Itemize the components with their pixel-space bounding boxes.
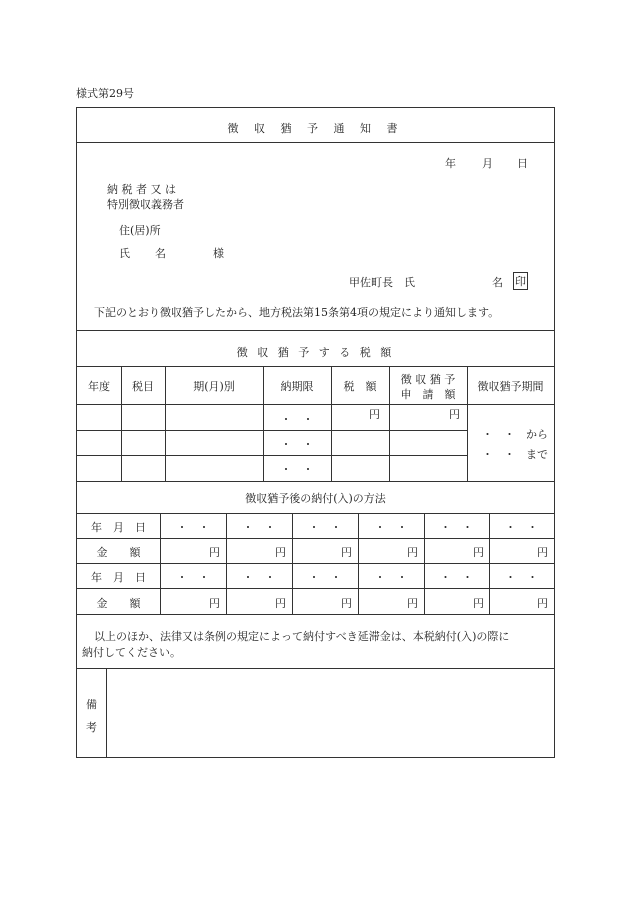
- yen-unit: 円: [275, 597, 286, 610]
- header-deferral-period: 徴収猶予期間: [477, 380, 544, 393]
- deferral-until: ・ ・ まで: [482, 448, 548, 461]
- date-dots: ・ ・: [440, 521, 473, 534]
- footer-note-line1: 以上のほか、法律又は条例の規定によって納付すべき延滞金は、本税納付(入)の際に: [94, 630, 510, 643]
- divider: [165, 366, 166, 481]
- special-collector-label: 特別徴収義務者: [107, 198, 184, 211]
- yen-unit: 円: [341, 597, 352, 610]
- divider: [77, 404, 554, 405]
- amount-row-label: 金 額: [96, 597, 141, 610]
- date-dots: ・ ・: [374, 571, 408, 584]
- due-date-dots: ・ ・: [280, 413, 314, 426]
- honorific: 様: [213, 247, 224, 260]
- header-requested-2: 申 請 額: [400, 388, 456, 401]
- yen-unit: 円: [275, 546, 286, 559]
- name-label-1: 氏: [119, 247, 130, 260]
- divider: [77, 430, 467, 431]
- header-period: 期(月)別: [193, 380, 235, 393]
- divider: [77, 481, 554, 482]
- divider: [77, 538, 554, 539]
- header-requested-1: 徴 収 猶 予: [400, 373, 456, 386]
- deferral-from: ・ ・ から: [482, 428, 548, 441]
- divider: [77, 588, 554, 589]
- date-dots: ・ ・: [308, 521, 342, 534]
- divider: [77, 455, 467, 456]
- yen-unit: 円: [341, 546, 352, 559]
- amount-row-label: 金 額: [96, 546, 141, 559]
- divider: [77, 668, 554, 669]
- divider: [77, 366, 554, 367]
- date-dots: ・ ・: [242, 521, 276, 534]
- header-due-date: 納期限: [280, 380, 314, 393]
- yen-unit: 円: [537, 597, 548, 610]
- date-dots: ・ ・: [176, 521, 210, 534]
- divider: [77, 563, 554, 564]
- yen-unit: 円: [449, 408, 460, 421]
- date-dots: ・ ・: [176, 571, 210, 584]
- date-dots: ・ ・: [308, 571, 342, 584]
- date-dots: ・ ・: [505, 571, 538, 584]
- divider: [106, 668, 107, 757]
- remarks-label-2: 考: [86, 721, 97, 734]
- yen-unit: 円: [369, 408, 380, 421]
- divider: [77, 614, 554, 615]
- form-number: 様式第29号: [76, 87, 134, 100]
- yen-unit: 円: [407, 597, 418, 610]
- section1-title: 徴 収 猶 予 す る 税 額: [236, 346, 395, 359]
- divider: [467, 366, 468, 481]
- yen-unit: 円: [473, 597, 484, 610]
- form-title: 徴 収 猶 予 通 知 書: [227, 122, 404, 135]
- section2-title: 徴収猶予後の納付(入)の方法: [245, 492, 386, 505]
- due-date-dots: ・ ・: [280, 463, 314, 476]
- divider: [389, 366, 390, 481]
- due-date-dots: ・ ・: [280, 438, 314, 451]
- issuer: 甲佐町長 氏: [349, 276, 415, 289]
- header-fiscal-year: 年度: [88, 380, 110, 393]
- date-month-label: 月: [482, 157, 493, 170]
- date-dots: ・ ・: [242, 571, 276, 584]
- date-dots: ・ ・: [505, 521, 538, 534]
- yen-unit: 円: [473, 546, 484, 559]
- remarks-label-1: 備: [86, 698, 97, 711]
- divider: [121, 366, 122, 481]
- header-tax-amount: 税 額: [343, 380, 377, 393]
- name-label-2: 名: [155, 247, 166, 260]
- date-row-label: 年 月 日: [91, 521, 146, 534]
- date-row-label: 年 月 日: [91, 571, 146, 584]
- yen-unit: 円: [407, 546, 418, 559]
- issuer-name-suffix: 名: [492, 276, 503, 289]
- taxpayer-label: 納 税 者 又 は: [107, 183, 176, 196]
- notice-form: [76, 107, 555, 758]
- date-day-label: 日: [517, 157, 528, 170]
- seal-box: 印: [513, 272, 528, 290]
- divider: [77, 142, 554, 143]
- date-dots: ・ ・: [440, 571, 473, 584]
- yen-unit: 円: [209, 597, 220, 610]
- yen-unit: 円: [209, 546, 220, 559]
- date-dots: ・ ・: [374, 521, 408, 534]
- header-tax-item: 税目: [132, 380, 154, 393]
- yen-unit: 円: [537, 546, 548, 559]
- divider: [77, 513, 554, 514]
- divider: [331, 366, 332, 481]
- address-label: 住(居)所: [119, 224, 161, 237]
- date-year-label: 年: [445, 157, 456, 170]
- notice-text: 下記のとおり徴収猶予したから、地方税法第15条第4項の規定により通知します。: [94, 306, 500, 319]
- footer-note-line2: 納付してください。: [82, 646, 181, 659]
- divider: [77, 330, 554, 331]
